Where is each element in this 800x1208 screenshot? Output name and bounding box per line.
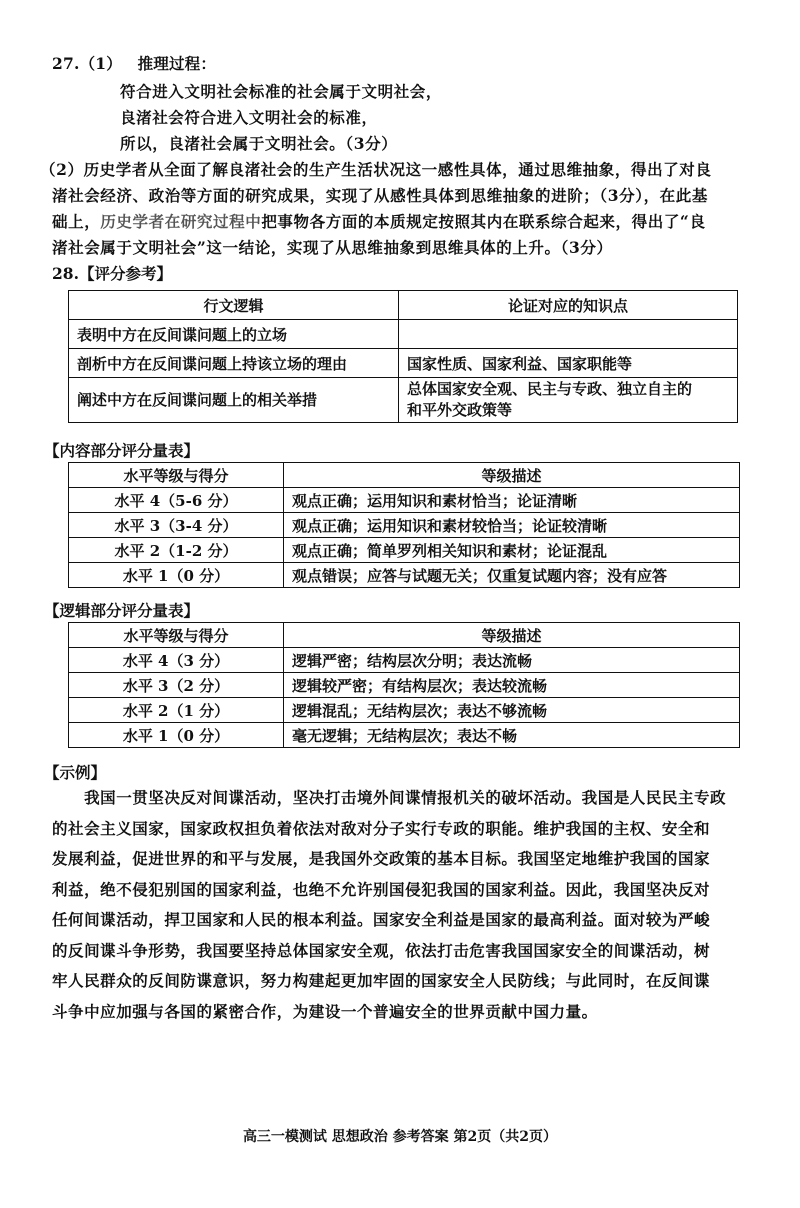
table-cell: 水平 1（0 分） xyxy=(69,723,284,748)
table-row xyxy=(69,320,738,349)
content-scale-title: 【内容部分评分量表】 xyxy=(44,441,200,460)
table-cell: 逻辑较严密；有结构层次；表达较流畅 xyxy=(284,673,740,698)
table-cell: 水平 2（1 分） xyxy=(69,698,284,723)
table-cell: 观点正确；简单罗列相关知识和素材；论证混乱 xyxy=(284,538,740,563)
table-cell xyxy=(399,320,738,349)
example-line: 牢人民群众的反间防谍意识，努力构建起更加牢固的国家安全人民防线；与此同时，在反间谍 xyxy=(52,971,711,990)
logic-scale-table xyxy=(68,622,740,748)
q27-part2-line: （2）历史学者从全面了解良渚社会的生产生活状况这一感性具体，通过思维抽象，得出了对良 xyxy=(40,160,712,179)
q27-part2-seg: 把事物各方面的本质规定按照其内在联系综合起来，得出了“良 xyxy=(261,212,706,231)
page-footer: 高三一模测试 思想政治 参考答案 第2页（共2页） xyxy=(242,1129,558,1145)
table-row xyxy=(69,563,740,588)
logic-scale-title: 【逻辑部分评分量表】 xyxy=(44,601,200,620)
q27-reason-line: 符合进入文明社会标准的社会属于文明社会， xyxy=(120,82,443,101)
table-row xyxy=(69,538,740,563)
table-cell: 阐述中方在反间谍问题上的相关举措 xyxy=(69,378,399,423)
table-cell: 水平 2（1-2 分） xyxy=(69,538,284,563)
table-row xyxy=(69,723,740,748)
q27-part2-highlight: 历史学者在研究过程中 xyxy=(100,212,262,231)
table-cell: 水平 4（5-6 分） xyxy=(69,488,284,513)
table-row xyxy=(69,698,740,723)
table-cell: 国家性质、国家利益、国家职能等 xyxy=(399,349,738,378)
example-line: 的社会主义国家，国家政权担负着依法对敌对分子实行专政的职能。维护我国的主权、安全和 xyxy=(52,818,711,838)
table-row xyxy=(69,513,740,538)
q27-part2-line: 渚社会经济、政治等方面的研究成果，实现了从感性具体到思维抽象的进阶；（3分），在此基 xyxy=(52,186,708,205)
logic-knowledge-table xyxy=(68,290,738,423)
example-line: 的反间谍斗争形势，我国要坚持总体国家安全观，依法打击危害我国国家安全的间谍活动，树 xyxy=(52,940,711,960)
q27-part2-seg: 础上， xyxy=(52,212,101,231)
q28-heading: 28.【评分参考】 xyxy=(52,264,172,283)
table-row xyxy=(69,488,740,513)
table-row xyxy=(69,349,738,378)
table-cell: 毫无逻辑；无结构层次；表达不畅 xyxy=(284,723,740,748)
example-paragraph xyxy=(52,783,752,1027)
q27-reason-line: 良渚社会符合进入文明社会的标准， xyxy=(120,108,378,127)
q27-label: 27.（1） xyxy=(52,54,122,73)
q27-heading xyxy=(52,52,216,74)
table-header: 行文逻辑 xyxy=(69,291,399,320)
table-cell: 剖析中方在反间谍问题上持该立场的理由 xyxy=(69,349,399,378)
table-cell: 表明中方在反间谍问题上的立场 xyxy=(69,320,399,349)
q27-reason-line: 所以，良渚社会属于文明社会。（3分） xyxy=(120,134,398,153)
table-header-row xyxy=(69,291,738,320)
table-row xyxy=(69,673,740,698)
example-line: 斗争中应加强与各国的紧密合作，为建设一个普遍安全的世界贡献中国力量。 xyxy=(52,1001,598,1021)
example-line: 利益，绝不侵犯别国的国家利益，也绝不允许别国侵犯我国的国家利益。因此，我国坚决反对 xyxy=(52,879,711,899)
table-cell: 水平 3（2 分） xyxy=(69,673,284,698)
table-cell: 水平 1（0 分） xyxy=(69,563,284,588)
table-header: 水平等级与得分 xyxy=(69,463,284,488)
table-header: 等级描述 xyxy=(284,623,740,648)
table-header: 水平等级与得分 xyxy=(69,623,284,648)
table-cell: 水平 3（3-4 分） xyxy=(69,513,284,538)
table-row xyxy=(69,378,738,423)
table-row xyxy=(69,648,740,673)
table-header: 论证对应的知识点 xyxy=(399,291,738,320)
content-scale-table xyxy=(68,462,740,588)
table-cell: 观点正确；运用知识和素材较恰当；论证较清晰 xyxy=(284,513,740,538)
table-header: 等级描述 xyxy=(284,463,740,488)
table-cell: 逻辑混乱；无结构层次；表达不够流畅 xyxy=(284,698,740,723)
table-header-row xyxy=(69,623,740,648)
table-cell: 逻辑严密；结构层次分明；表达流畅 xyxy=(284,648,740,673)
table-header-row xyxy=(69,463,740,488)
table-cell: 观点错误；应答与试题无关；仅重复试题内容；没有应答 xyxy=(284,563,740,588)
example-line: 任何间谍活动，捍卫国家和人民的根本利益。国家安全利益是国家的最高利益。面对较为严峻 xyxy=(52,910,711,929)
example-title: 【示例】 xyxy=(44,763,107,782)
table-cell: 观点正确；运用知识和素材恰当；论证清晰 xyxy=(284,488,740,513)
example-line: 我国一贯坚决反对间谍活动，坚决打击境外间谍情报机关的破坏活动。我国是人民民主专政 xyxy=(52,788,727,807)
table-cell: 总体国家安全观、民主与专政、独立自主的 和平外交政策等 xyxy=(399,378,738,423)
q27-title: 推理过程： xyxy=(137,54,217,73)
q27-part2-line xyxy=(52,210,706,232)
example-line: 发展利益，促进世界的和平与发展，是我国外交政策的基本目标。我国坚定地维护我国的国家 xyxy=(52,849,711,868)
table-cell: 水平 4（3 分） xyxy=(69,648,284,673)
q27-part2-line: 渚社会属于文明社会”这一结论，实现了从思维抽象到思维具体的上升。（3分） xyxy=(52,238,613,257)
